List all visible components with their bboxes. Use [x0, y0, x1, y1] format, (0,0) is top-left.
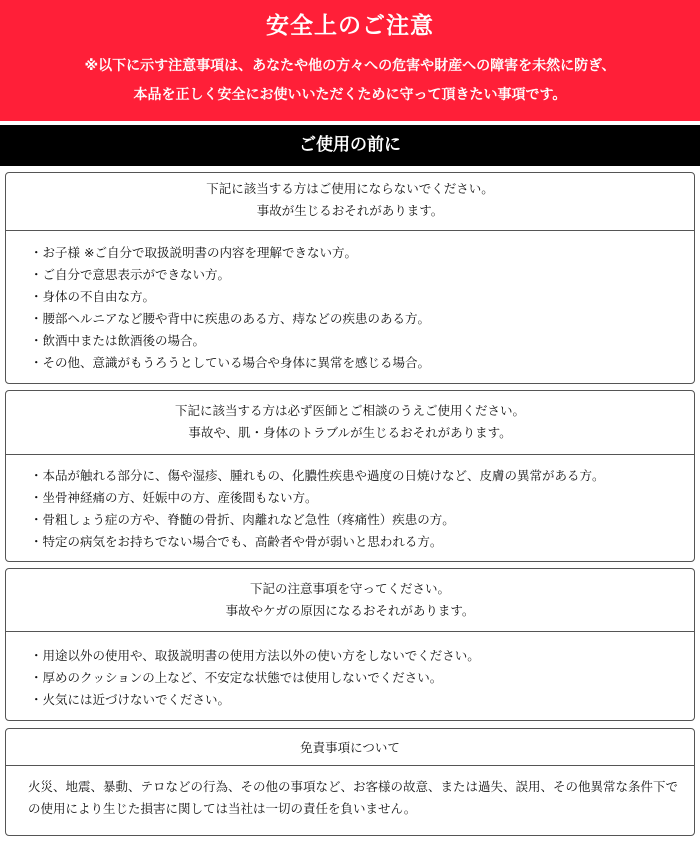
card-heading-line-1: 下記の注意事項を守ってください。 — [249, 581, 450, 596]
card-heading-line-1: 下記に該当する方は必ず医師とご相談のうえご使用ください。 — [174, 403, 525, 418]
header-note-line-1: ※以下に示す注意事項は、あなたや他の方々への危害や財産への障害を未然に防ぎ、 — [84, 58, 616, 74]
disclaimer-card — [5, 728, 695, 836]
page-title: 安全上のご注意 — [266, 13, 434, 39]
list-item: ・坐骨神経痛の方、妊娠中の方、産後間もない方。 — [30, 490, 318, 505]
card-heading-line-2: 事故が生じるおそれがあります。 — [256, 203, 444, 218]
list-item: ・飲酒中または飲酒後の場合。 — [30, 333, 206, 348]
warning-card-do-not-use — [5, 172, 695, 384]
warning-card-precautions — [5, 568, 695, 721]
card-heading — [6, 391, 694, 455]
card-heading — [6, 173, 694, 231]
list-item: ・その他、意識がもうろうとしている場合や身体に異常を感じる場合。 — [30, 355, 431, 370]
list-item: ・特定の病気をお持ちでない場合でも、高齢者や骨が弱いと思われる方。 — [30, 534, 443, 549]
header-note — [0, 52, 700, 110]
list-item: ・腰部ヘルニアなど腰や背中に疾患のある方、痔などの疾患のある方。 — [30, 311, 431, 326]
card-list — [6, 231, 694, 374]
warning-card-consult-doctor — [5, 390, 695, 562]
list-item: ・用途以外の使用や、取扱説明書の使用方法以外の使い方をしないでください。 — [30, 648, 480, 663]
disclaimer-title: 免責事項について — [300, 740, 400, 755]
card-list — [6, 455, 694, 553]
card-heading — [6, 569, 694, 632]
list-item: ・火気には近づけないでください。 — [30, 692, 231, 707]
list-item: ・身体の不自由な方。 — [30, 289, 156, 304]
card-heading-line-1: 下記に該当する方はご使用にならないでください。 — [206, 181, 494, 196]
header-note-line-2: 本品を正しく安全にお使いいただくために守って頂きたい事項です。 — [133, 87, 567, 103]
list-item: ・ご自分で意思表示ができない方。 — [30, 267, 231, 282]
disclaimer-heading — [6, 729, 694, 766]
card-heading-line-2: 事故やケガの原因になるおそれがあります。 — [225, 603, 475, 618]
list-item: ・お子様 ※ご自分で取扱説明書の内容を理解できない方。 — [30, 245, 357, 260]
list-item: ・骨粗しょう症の方や、脊髄の骨折、肉離れなど急性（疼痛性）疾患の方。 — [30, 512, 455, 527]
card-heading-line-2: 事故や、肌・身体のトラブルが生じるおそれがあります。 — [188, 425, 512, 440]
disclaimer-text: 火災、地震、暴動、テロなどの行為、その他の事項など、お客様の故意、または過失、誤用、その他異常な条件下での使用により生じた損害に関しては当社は一切の責任を負いません。 — [28, 779, 679, 816]
list-item: ・厚めのクッションの上など、不安定な状態では使用しないでください。 — [30, 670, 443, 685]
list-item: ・本品が触れる部分に、傷や湿疹、腫れもの、化膿性疾患や過度の日焼けなど、皮膚の異常がある方。 — [30, 468, 605, 483]
safety-header — [0, 0, 700, 121]
card-list — [6, 632, 694, 711]
section-title-before-use: ご使用の前に — [0, 125, 700, 166]
